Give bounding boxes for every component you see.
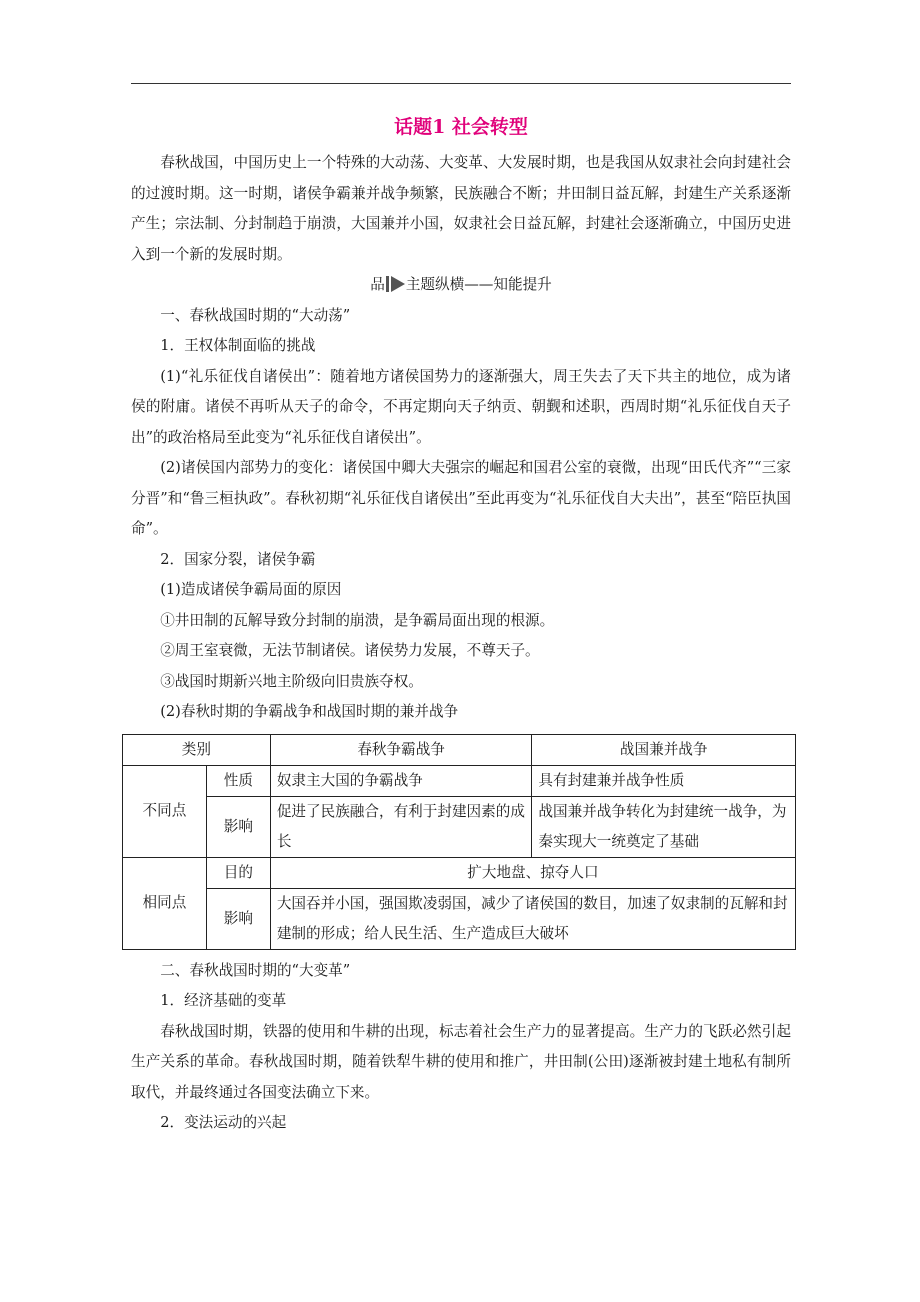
play-arrow-icon <box>391 276 405 292</box>
part2-sub2: 2．变法运动的兴起 <box>160 1114 287 1131</box>
impact-zhanguo: 战国兼并战争转化为封建统一战争，为秦实现大一统奠定了基础 <box>532 796 796 857</box>
part2-p1: 春秋战国时期，铁器的使用和牛耕的出现，标志着社会生产力的显著提高。生产力的飞跃必然引起生产关系的革命。春秋战国时期，随着铁犁牛耕的使用和推广，井田制(公田)逐渐被封建土地私有制所取代，并最终通过各国变法确立下来。 <box>131 1022 791 1101</box>
part1-sub1: 1．王权体制面临的挑战 <box>160 337 316 354</box>
nature-label: 性质 <box>206 765 270 796</box>
table-row <box>123 765 796 796</box>
nature-chunqiu: 奴隶主大国的争霸战争 <box>270 765 532 796</box>
impact2-label: 影响 <box>206 888 270 949</box>
reason-3: ③战国时期新兴地主阶级向旧贵族夺权。 <box>160 672 423 690</box>
part1-sub2: 2．国家分裂，诸侯争霸 <box>160 550 316 568</box>
reason-2: ②周王室衰微，无法节制诸侯。诸侯势力发展，不尊天子。 <box>160 642 540 659</box>
nature-zhanguo: 具有封建兼并战争性质 <box>532 765 796 796</box>
impact-chunqiu: 促进了民族融合，有利于封建因素的成长 <box>270 796 532 857</box>
table-row <box>123 796 796 857</box>
part1-p2: (2)诸侯国内部势力的变化：诸侯国中卿大夫强宗的崛起和国君公室的衰微，出现“田氏代齐”“三家分晋”和“鲁三桓执政”。春秋初期“礼乐征伐自诸侯出”至此再变为“礼乐征伐自大夫出”，甚至“陪臣执国命”。 <box>131 459 791 537</box>
section-header-right: 主题纵横——知能提升 <box>405 276 552 293</box>
part1-p1: (1)“礼乐征伐自诸侯出”：随着地方诸侯国势力的逐渐强大，周王失去了天下共主的地位，成为诸侯的附庸。诸侯不再听从天子的命令，不再定期向天子纳贡、朝觐和述职，西周时期“礼乐征伐自天子出”的政治格局至此变为“礼乐征伐自诸侯出”。 <box>131 367 791 446</box>
header-chunqiu: 春秋争霸战争 <box>270 734 532 765</box>
header-rule <box>131 83 791 84</box>
section-header <box>131 270 791 301</box>
part2-sub1: 1．经济基础的变革 <box>160 992 287 1009</box>
header-zhanguo: 战国兼并战争 <box>532 734 796 765</box>
comparison-table <box>122 734 796 950</box>
purpose-value: 扩大地盘、掠夺人口 <box>270 857 795 888</box>
impact-label: 影响 <box>206 796 270 857</box>
purpose-label: 目的 <box>206 857 270 888</box>
table-row <box>123 888 796 949</box>
part1-p4: (2)春秋时期的争霸战争和战国时期的兼并战争 <box>160 703 459 720</box>
part1-heading: 一、春秋战国时期的“大动荡” <box>160 306 351 324</box>
document-body <box>131 112 791 1139</box>
diff-label: 不同点 <box>123 765 207 857</box>
bar-icon <box>386 276 389 292</box>
same-label: 相同点 <box>123 857 207 949</box>
part1-p3: (1)造成诸侯争霸局面的原因 <box>160 581 342 598</box>
table-row <box>123 857 796 888</box>
table-row <box>123 734 796 765</box>
intro-paragraph: 春秋战国，中国历史上一个特殊的大动荡、大变革、大发展时期，也是我国从奴隶社会向封建社会的过渡时期。这一时期，诸侯争霸兼并战争频繁，民族融合不断；井田制日益瓦解，封建生产关系逐渐产生；宗法制、分封制趋于崩溃，大国兼并小国，奴隶社会日益瓦解，封建社会逐渐确立，中国历史进入到一个新的发展时期。 <box>131 154 791 263</box>
reason-1: ①井田制的瓦解导致分封制的崩溃，是争霸局面出现的根源。 <box>160 611 555 629</box>
page-title: 话题1 社会转型 <box>394 116 528 138</box>
header-category: 类别 <box>123 734 271 765</box>
part2-heading: 二、春秋战国时期的“大变革” <box>160 961 351 979</box>
section-header-left: 品 <box>370 276 385 293</box>
impact2-value: 大国吞并小国，强国欺凌弱国，减少了诸侯国的数目，加速了奴隶制的瓦解和封建制的形成；给人民生活、生产造成巨大破坏 <box>270 888 795 949</box>
